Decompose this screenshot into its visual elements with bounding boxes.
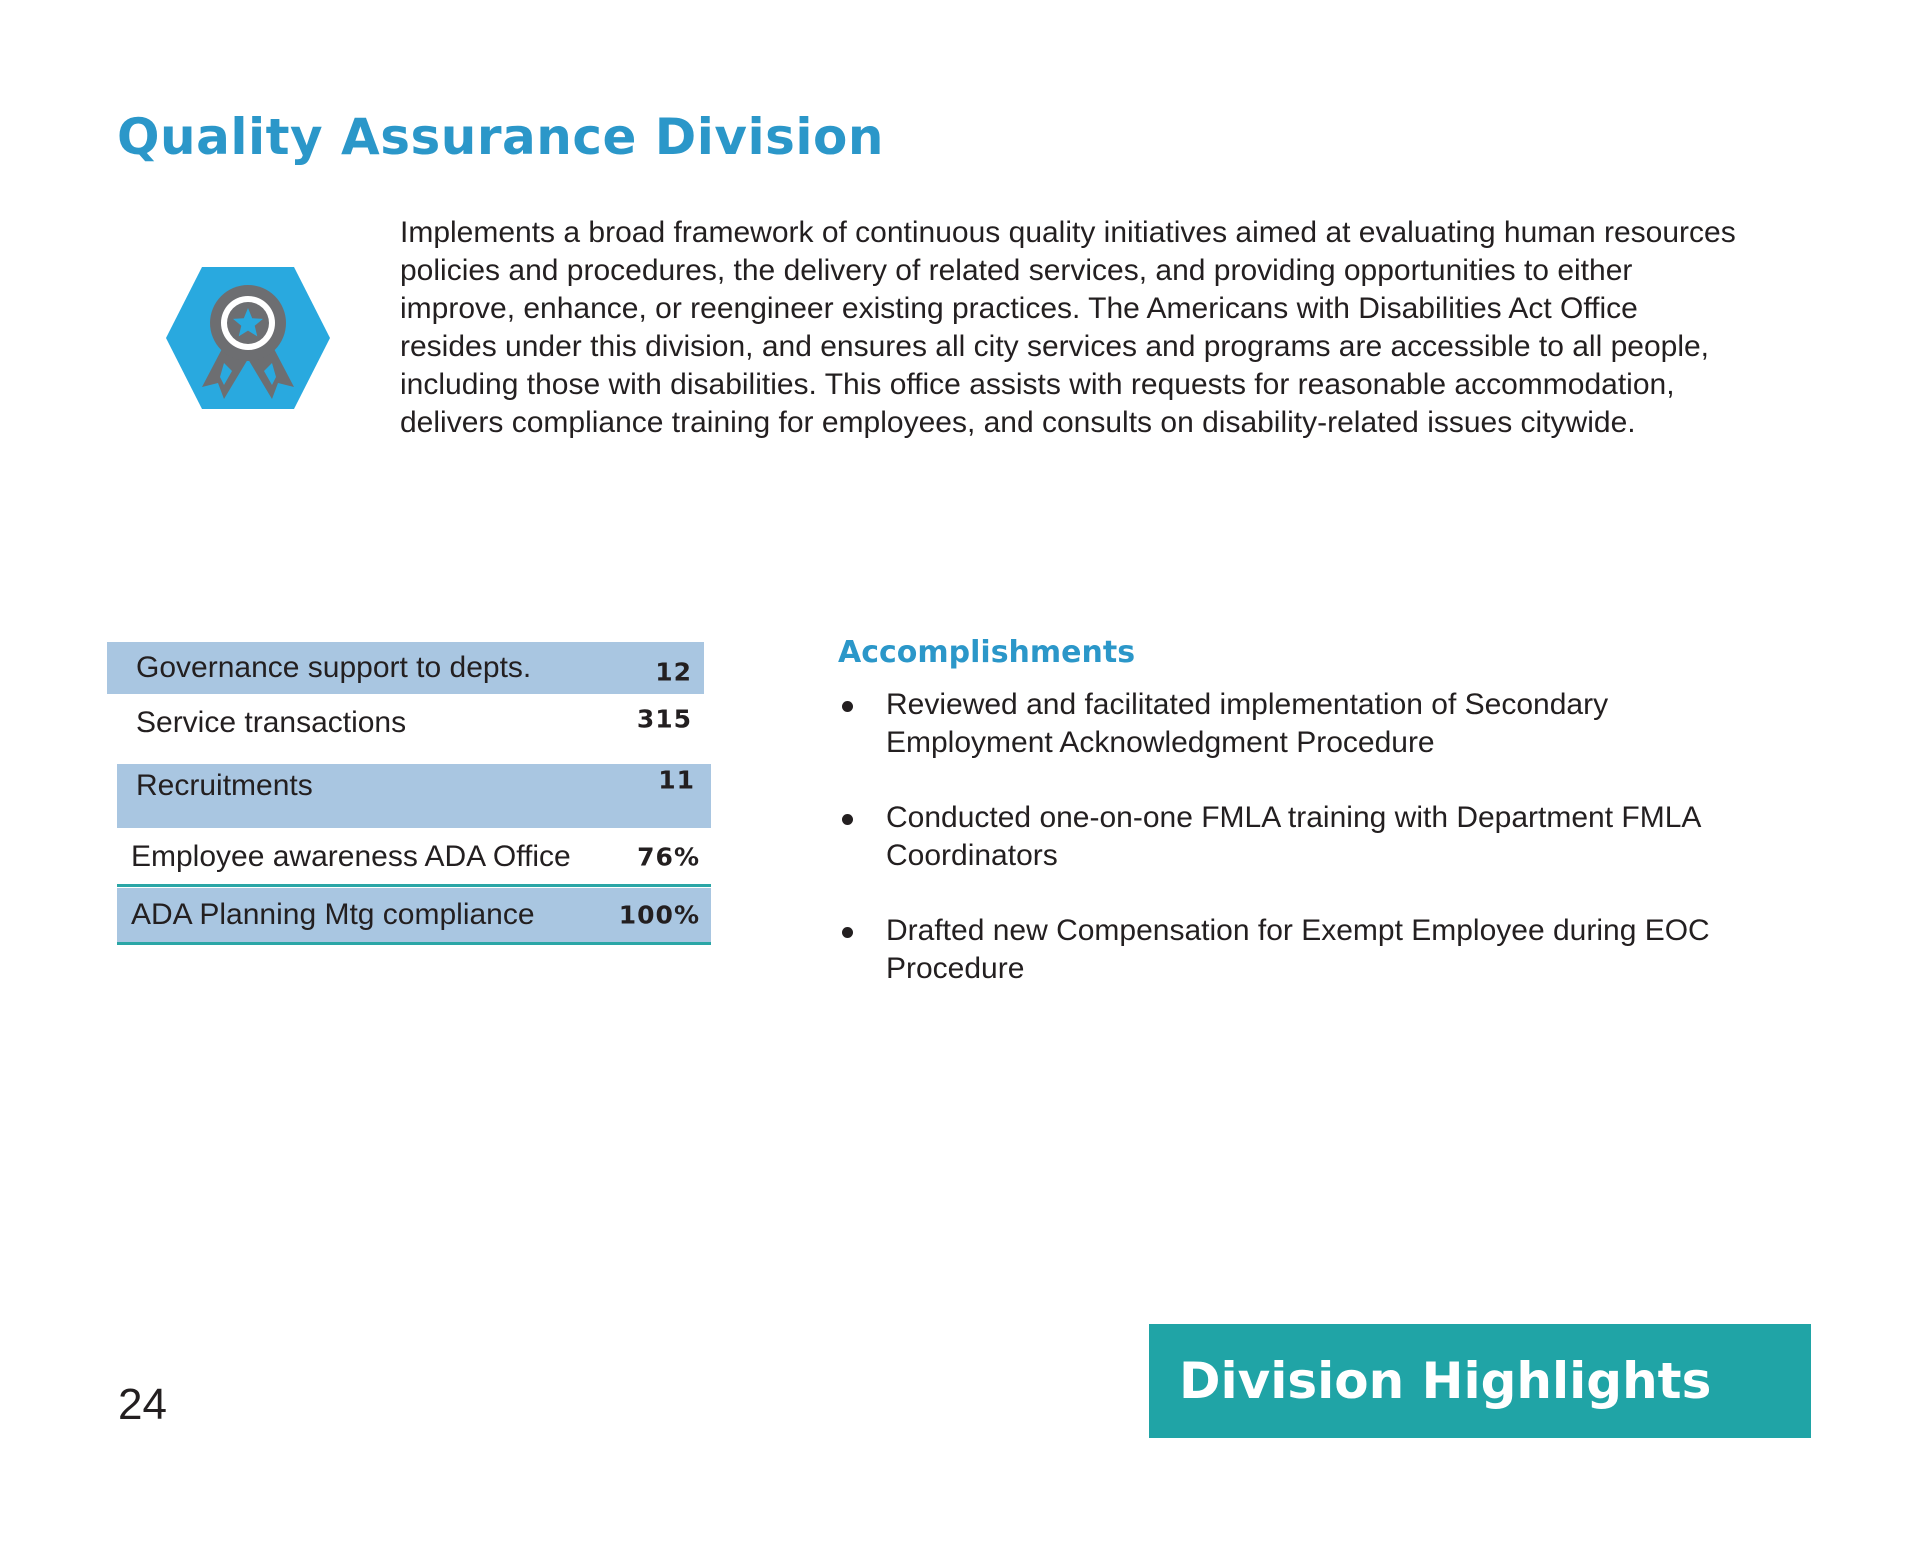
stat-value: 100% [618, 900, 700, 930]
section-banner-label: Division Highlights [1179, 1352, 1712, 1410]
stat-label: Service transactions [136, 706, 407, 739]
stat-value: 76% [637, 842, 700, 872]
section-banner [1149, 1324, 1811, 1438]
list-item [838, 912, 1738, 988]
list-item [838, 686, 1738, 762]
stat-row-governance [107, 642, 704, 694]
stat-row-employee-awareness [117, 830, 711, 887]
stat-row-service-transactions [107, 697, 704, 749]
list-item-text: Drafted new Compensation for Exempt Employee during EOC Procedure [886, 914, 1710, 985]
stat-value: 12 [655, 657, 692, 687]
intro-paragraph: Implements a broad framework of continuous quality initiatives aimed at evaluating human resources policies and procedures, the delivery of related services, and providing opportunities to either improve, enhance, or reengineer existing practices. The Americans with Disabilities Act Office resides under this division, and ensures all city services and programs are accessible to all people, including those with disabilities. This office assists with requests for reasonable accommodation, delivers compliance training for employees, and consults on disability-related issues citywide. [400, 216, 1736, 439]
stat-value: 11 [658, 765, 695, 795]
bullet-icon [842, 814, 853, 825]
stat-label: Employee awareness ADA Office [131, 840, 571, 873]
list-item [838, 799, 1738, 875]
accomplishments-list [838, 686, 1738, 1025]
stat-row-recruitments [117, 764, 711, 828]
stat-label: ADA Planning Mtg compliance [131, 898, 535, 931]
award-ribbon-icon [166, 267, 330, 409]
list-item-text: Reviewed and facilitated implementation of Secondary Employment Acknowledgment Procedure [886, 688, 1609, 759]
bullet-icon [842, 701, 853, 712]
stat-row-ada-planning [117, 888, 711, 945]
bullet-icon [842, 927, 853, 938]
page-title: Quality Assurance Division [117, 108, 885, 166]
stat-label: Recruitments [136, 769, 313, 803]
accomplishments-heading: Accomplishments [838, 635, 1136, 670]
stat-value: 315 [636, 704, 692, 734]
stat-label: Governance support to depts. [136, 651, 532, 684]
list-item-text: Conducted one-on-one FMLA training with Department FMLA Coordinators [886, 801, 1700, 872]
page-number: 24 [118, 1380, 167, 1429]
